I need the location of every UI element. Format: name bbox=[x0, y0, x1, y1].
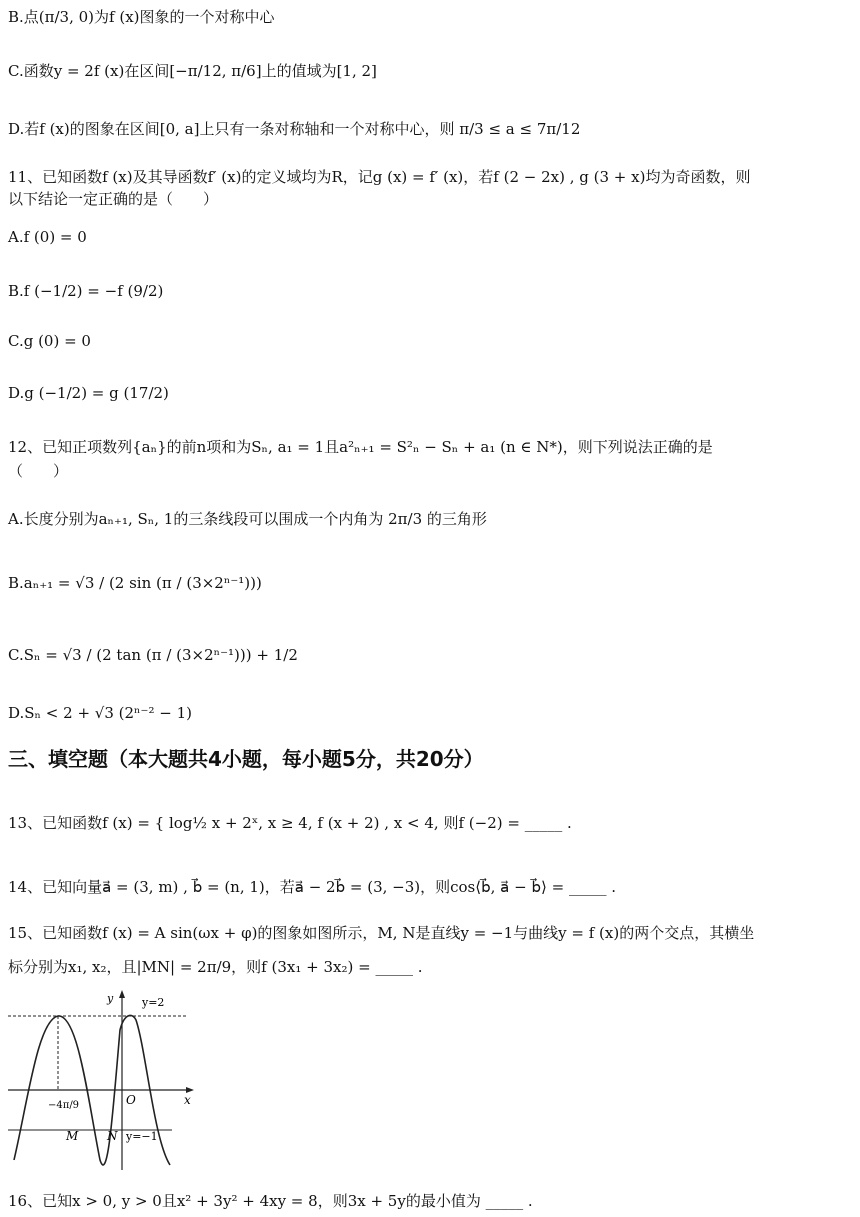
q10-option-d: D.若f (x)的图象在区间[0, a]上只有一条对称轴和一个对称中心，则 π/3 ≤ a ≤ 7π/12 bbox=[8, 120, 581, 138]
y-axis-arrow bbox=[119, 990, 125, 998]
q11-option-a: A.f (0) = 0 bbox=[8, 228, 87, 246]
q15-function-graph bbox=[8, 990, 198, 1175]
q13-text: 13、已知函数f (x) = { log½ x + 2ˣ, x ≥ 4, f (x + 2) , x < 4, 则f (−2) = _____ . bbox=[8, 814, 572, 832]
q10-option-c: C.函数y = 2f (x)在区间[−π/12, π/6]上的值域为[1, 2] bbox=[8, 62, 377, 80]
q11-option-c: C.g (0) = 0 bbox=[8, 332, 91, 350]
q12-option-d: D.Sₙ < 2 + √3 (2ⁿ⁻² − 1) bbox=[8, 704, 192, 722]
point-m-label: M bbox=[66, 1129, 79, 1143]
q16-text: 16、已知x > 0, y > 0且x² + 3y² + 4xy = 8，则3x + 5y的最小值为 _____ . bbox=[8, 1192, 533, 1210]
q14-text: 14、已知向量a⃗ = (3, m) , b⃗ = (n, 1)，若a⃗ − 2b⃗ = (3, −3)，则cos⟨b⃗, a⃗ − b⃗⟩ = _____ . bbox=[8, 878, 616, 896]
q10-option-b: B.点(π/3, 0)为f (x)图象的一个对称中心 bbox=[8, 8, 275, 26]
q12-option-a: A.长度分别为aₙ₊₁, Sₙ, 1的三条线段可以围成一个内角为 2π/3 的三角形 bbox=[8, 510, 487, 528]
q15-line1: 15、已知函数f (x) = A sin(ωx + φ)的图象如图所示，M, N是直线y = −1与曲线y = f (x)的两个交点，其横坐 bbox=[8, 924, 755, 942]
q12-option-c: C.Sₙ = √3 / (2 tan (π / (3×2ⁿ⁻¹))) + 1/2 bbox=[8, 646, 298, 664]
q12-option-b: B.aₙ₊₁ = √3 / (2 sin (π / (3×2ⁿ⁻¹))) bbox=[8, 574, 262, 592]
q15-line2: 标分别为x₁, x₂，且|MN| = 2π/9，则f (3x₁ + 3x₂) = _____ . bbox=[8, 958, 423, 976]
point-n-label: N bbox=[107, 1129, 118, 1143]
q12-stem-line2: （ ） bbox=[8, 462, 69, 480]
x-axis-label: x bbox=[184, 1093, 191, 1107]
origin-label: O bbox=[126, 1093, 136, 1107]
q11-option-b: B.f (−1/2) = −f (9/2) bbox=[8, 282, 164, 300]
q11-stem-line2: 以下结论一定正确的是（ ） bbox=[8, 190, 219, 208]
q12-stem-line1: 12、已知正项数列{aₙ}的前n项和为Sₙ, a₁ = 1且a²ₙ₊₁ = S²ₙ − Sₙ + a₁ (n ∈ N*)，则下列说法正确的是 bbox=[8, 438, 713, 456]
q11-stem-line1: 11、已知函数f (x)及其导函数f′ (x)的定义域均为R，记g (x) = f′ (x)，若f (2 − 2x) , g (3 + x)均为奇函数，则 bbox=[8, 168, 751, 186]
top-line-label: y=2 bbox=[142, 996, 165, 1009]
q11-option-d: D.g (−1/2) = g (17/2) bbox=[8, 384, 169, 402]
x-mark-label: −4π/9 bbox=[48, 1100, 80, 1111]
y-axis-label: y bbox=[107, 992, 114, 1005]
bottom-line-label: y=−1 bbox=[126, 1130, 158, 1143]
section-heading: 三、填空题（本大题共4小题，每小题5分，共20分） bbox=[8, 747, 484, 771]
